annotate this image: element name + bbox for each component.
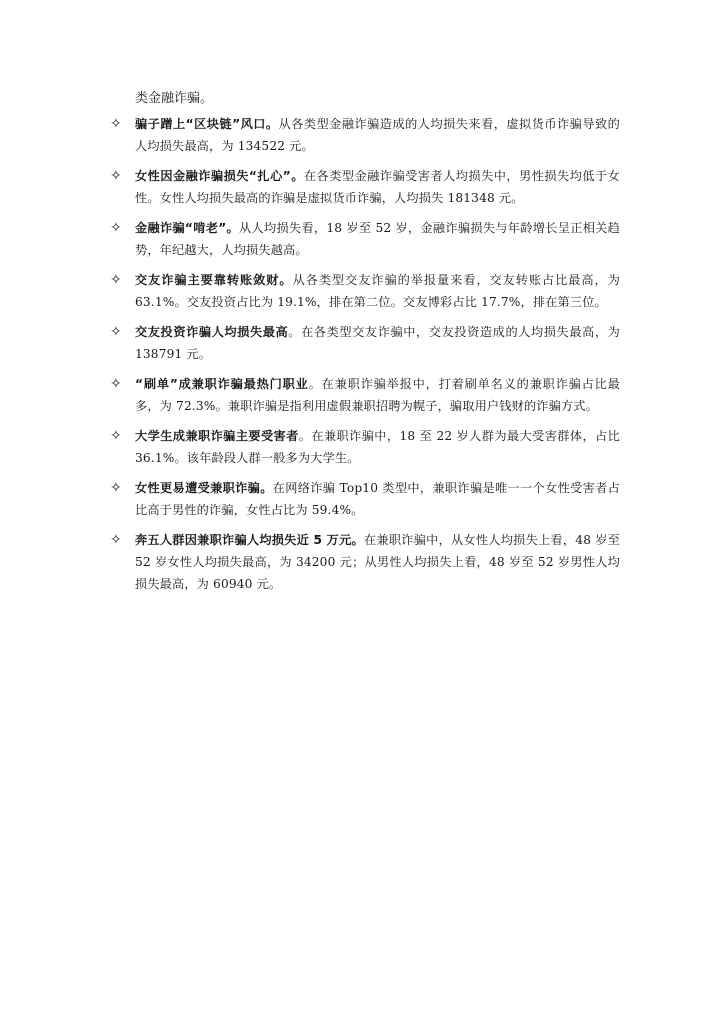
diamond-star-icon: ✧ xyxy=(110,532,122,548)
list-item xyxy=(110,217,620,261)
item-title: 骗子蹭上“区块链”风口。 xyxy=(135,117,279,131)
item-body: 从各类型交友诈骗的举报量来看，交友转账占比最高，为 63.1%。交友投资占比为 19.1%，排在第二位。交友博彩占比 17.7%，排在第三位。 xyxy=(135,273,620,309)
list-item xyxy=(110,477,620,521)
list-item xyxy=(110,269,620,313)
item-title: 交友诈骗主要靠转账敛财。 xyxy=(135,273,293,287)
intro-text: 类金融诈骗。 xyxy=(135,91,214,106)
diamond-star-icon: ✧ xyxy=(110,376,122,392)
item-title: 女性因金融诈骗损失“扎心”。 xyxy=(135,169,304,183)
item-body: 。在兼职诈骗举报中，打着刷单名义的兼职诈骗占比最多，为 72.3%。兼职诈骗是指利用虚假兼职招聘为幌子，骗取用户钱财的诈骗方式。 xyxy=(135,377,620,413)
item-title: 女性更易遭受兼职诈骗。 xyxy=(135,481,273,495)
list-item xyxy=(110,373,620,417)
diamond-star-icon: ✧ xyxy=(110,220,122,236)
list-item xyxy=(110,165,620,209)
diamond-star-icon: ✧ xyxy=(110,168,122,184)
item-title: “刷单”成兼职诈骗最热门职业 xyxy=(135,377,309,391)
item-body: 。在各类型交友诈骗中，交友投资造成的人均损失最高，为 138791 元。 xyxy=(135,325,620,361)
item-body: 在各类型金融诈骗受害者人均损失中，男性损失均低于女性。女性人均损失最高的诈骗是虚拟货币诈骗，人均损失 181348 元。 xyxy=(135,169,621,205)
diamond-star-icon: ✧ xyxy=(110,116,122,132)
item-title: 大学生成兼职诈骗主要受害者 xyxy=(135,429,299,443)
item-title: 奔五人群因兼职诈骗人均损失近 5 万元。 xyxy=(135,533,364,547)
item-body: 从人均损失看，18 岁至 52 岁，金融诈骗损失与年龄增长呈正相关趋势，年纪越大，人均损失越高。 xyxy=(135,221,620,257)
item-body: 在兼职诈骗中，从女性人均损失上看，48 岁至 52 岁女性人均损失最高，为 34200 元；从男性人均损失上看，48 岁至 52 岁男性人均损失最高，为 60940 元。 xyxy=(135,533,620,591)
item-title: 金融诈骗“啃老”。 xyxy=(135,221,239,235)
findings-list xyxy=(110,113,620,603)
list-item xyxy=(110,113,620,157)
item-body: 从各类型金融诈骗造成的人均损失来看，虚拟货币诈骗导致的人均损失最高，为 134522 元。 xyxy=(135,117,620,153)
diamond-star-icon: ✧ xyxy=(110,272,122,288)
diamond-star-icon: ✧ xyxy=(110,324,122,340)
diamond-star-icon: ✧ xyxy=(110,480,122,496)
list-item xyxy=(110,425,620,469)
diamond-star-icon: ✧ xyxy=(110,428,122,444)
item-title: 交友投资诈骗人均损失最高 xyxy=(135,325,289,339)
item-body: 。在兼职诈骗中，18 至 22 岁人群为最大受害群体，占比 36.1%。该年龄段人群一般多为大学生。 xyxy=(135,429,620,465)
list-item xyxy=(110,529,620,595)
list-item xyxy=(110,321,620,365)
item-body: 在网络诈骗 Top10 类型中，兼职诈骗是唯一一个女性受害者占比高于男性的诈骗，女性占比为 59.4%。 xyxy=(135,481,620,517)
